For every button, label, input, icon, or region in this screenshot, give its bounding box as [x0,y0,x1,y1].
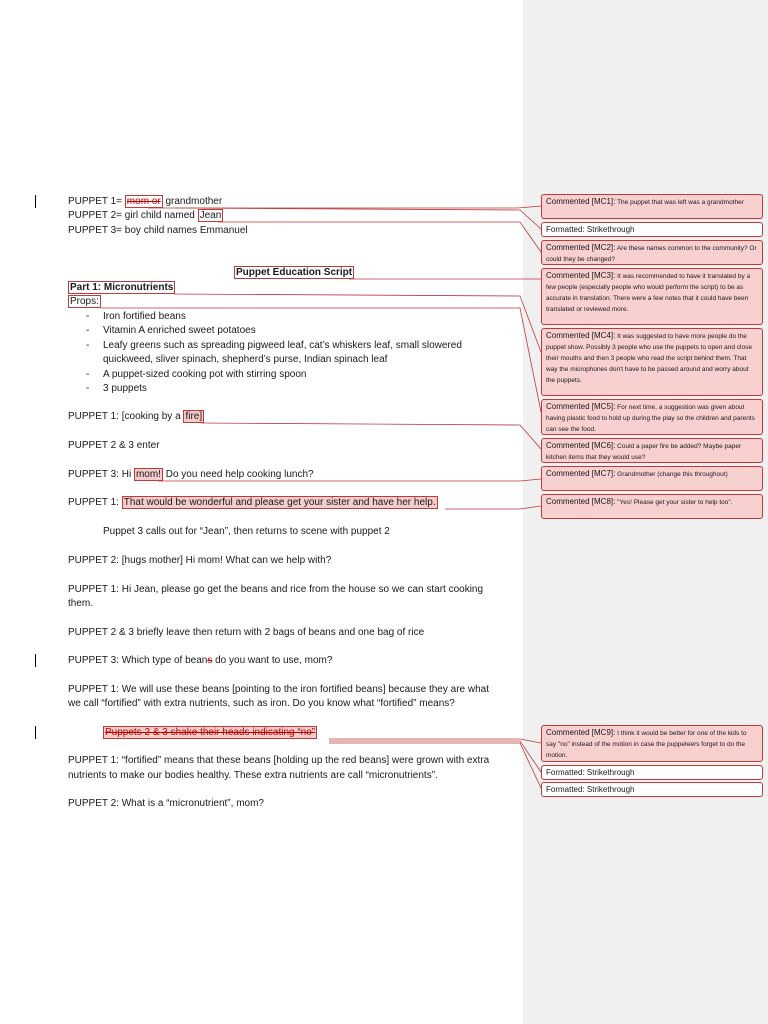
comment-balloon-mc7[interactable] [541,466,763,491]
comment-body: Could a paper fire be added? Maybe paper kitchen items that they would use? [546,443,742,461]
prop-item: A puppet-sized cooking pot with stirring spoon [103,369,307,380]
comment-body: I think it would be better for one of the kids to say "no" instead of the motion in case the puppeteers forget to do the motion. [546,730,747,759]
bullet-dash: - [86,325,90,336]
line-text: PUPPET 1: [cooking by a [68,411,184,422]
bullet-dash: - [86,311,90,322]
connector-line [174,294,541,352]
comment-heading: Commented [MC6]: [546,441,616,450]
line-text: PUPPET 1: [68,497,122,508]
comment-anchor[interactable]: fire] [185,411,203,422]
comment-heading: Commented [MC3]: [546,271,616,280]
stage-direction: Puppet 3 calls out for “Jean”, then returns to scene with puppet 2 [103,526,390,537]
comment-balloon-mc8[interactable] [541,494,763,519]
comment-anchor[interactable]: Part 1: Micronutrients [70,282,174,293]
format-balloon[interactable] [541,782,763,797]
comment-anchor[interactable]: Jean [199,210,222,221]
line-text: Do you need help cooking lunch? [162,469,314,480]
bullet-dash: - [86,383,90,394]
comment-body: It was recommended to have it translated by a few people (especially people who would perform the script) to be as accurate in translation. There were a few notes that it could have been translated or reviewed more. [546,273,751,313]
script-line: PUPPET 1: “fortified” means that these beans [holding up the red beans] were grown with extra [68,755,490,766]
comment-anchor[interactable]: mom! [135,469,161,480]
line-text: PUPPET 3: Hi [68,469,134,480]
comment-body: Grandmother (change this throughout) [617,471,728,478]
comment-anchor[interactable]: Puppets 2 & 3 shake their heads indicating “no” [105,727,316,738]
role-text: PUPPET 2= girl child named [68,210,198,221]
connector-line [148,206,541,208]
connector-line [158,479,541,481]
format-heading: Formatted: Strikethrough [546,785,635,794]
script-line-continued: them. [68,598,94,609]
role-text: PUPPET 1= [68,196,125,207]
comment-heading: Commented [MC1]: [546,197,616,206]
format-heading: Formatted: Strikethrough [546,768,635,777]
comment-balloon-mc1[interactable] [541,194,763,219]
comment-anchor[interactable]: Props: [70,296,99,307]
deleted-text: s [207,655,213,666]
script-line: PUPPET 2 & 3 enter [68,440,160,451]
bullet-dash: - [86,369,90,380]
connector-line [201,423,541,449]
connector-line [445,506,541,509]
script-line: PUPPET 1: Hi Jean, please go get the beans and rice from the house so we can start cooking [68,584,484,595]
comment-body: "Yes! Please get your sister to help too". [617,499,733,506]
script-line-continued: we call “fortified” with extra nutrients, such as iron. Do you know what “fortified” means? [68,698,455,709]
comment-heading: Commented [MC4]: [546,331,616,340]
prop-item-continued: quickweed, sliver spinach, shepherd’s purse, Indian spinach leaf [103,354,388,365]
comment-balloon-mc3[interactable] [541,268,763,325]
comment-balloon-mc2[interactable] [541,240,763,265]
comment-heading: Commented [MC9]: [546,728,616,737]
connector-line [329,743,541,788]
comment-balloon-mc9[interactable] [541,725,763,762]
prop-item: Vitamin A enriched sweet potatoes [103,325,256,336]
comment-body: The puppet that was left was a grandmother [617,199,744,206]
deleted-text: mom or [126,196,161,207]
connector-line [101,308,541,412]
comment-anchor[interactable]: Puppet Education Script [236,267,353,278]
comment-body: Are these names common to the community? Or could they be changed? [546,245,757,263]
script-line-continued: nutrients to make our bodies healthy. These extra nutrients are call “micronutrients”. [68,770,438,781]
line-text: PUPPET 3: Which type of bean [68,655,208,666]
comment-heading: Commented [MC2]: [546,243,616,252]
format-balloon[interactable] [541,765,763,780]
prop-item: Leafy greens such as spreading pigweed leaf, cat’s whiskers leaf, small slowered [103,340,462,351]
script-line: PUPPET 2: [hugs mother] Hi mom! What can we help with? [68,555,332,566]
connector-line [218,222,541,252]
comment-balloon-mc6[interactable] [541,438,763,463]
prop-item: 3 puppets [103,383,147,394]
script-line: PUPPET 2: What is a “micronutrient”, mom? [68,798,264,809]
script-line: PUPPET 2 & 3 briefly leave then return with 2 bags of beans and one bag of rice [68,627,425,638]
comment-balloon-mc4[interactable] [541,328,763,396]
comment-heading: Commented [MC8]: [546,497,616,506]
prop-item: Iron fortified beans [103,311,186,322]
comment-body: For next time, a suggestion was given about having plastic food to hold up during the play so the children and parents can see the food. [546,404,755,433]
connector-line [329,741,541,772]
connector-line [176,208,541,229]
role-text: grandmother [162,196,223,207]
script-line: PUPPET 1: We will use these beans [pointing to the iron fortified beans] because they are what [68,684,489,695]
comment-heading: Commented [MC5]: [546,402,616,411]
comment-heading: Commented [MC7]: [546,469,616,478]
role-line-3: PUPPET 3= boy child names Emmanuel [68,225,248,236]
line-text: do you want to use, mom? [212,655,333,666]
bullet-dash: - [86,340,90,351]
comment-body: It was suggested to have more people do the puppet show. Possibly 3 people who use the puppets to open and close their mouths and then 3 people who read the script behind them. That way the microphones don't have to be passed around and worry about the puppets. [546,333,752,384]
format-balloon[interactable] [541,222,763,237]
comment-anchor[interactable]: That would be wonderful and please get your sister and have her help. [123,497,436,508]
format-heading: Formatted: Strikethrough [546,225,635,234]
comment-balloon-mc5[interactable] [541,399,763,435]
